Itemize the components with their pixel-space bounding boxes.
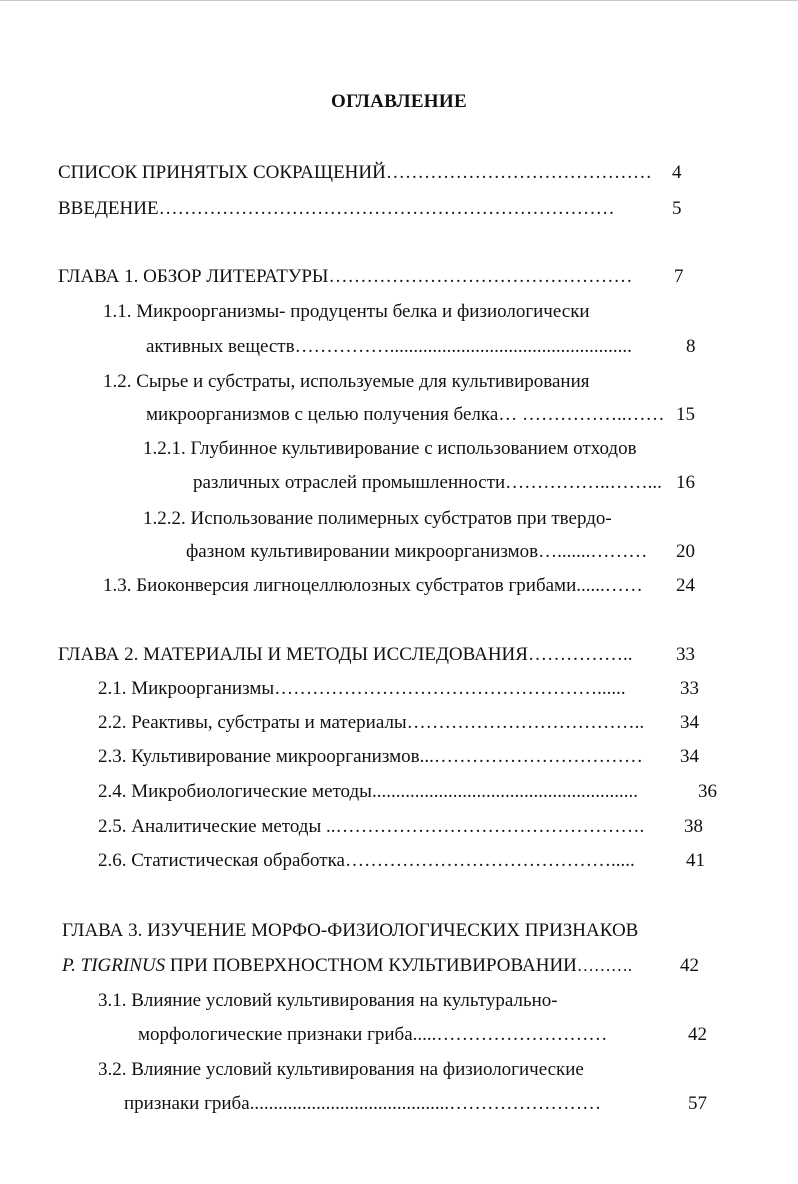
species-name: P. TIGRINUS [62, 955, 166, 976]
toc-entry [58, 161, 652, 185]
toc-page-number: 16 [676, 472, 695, 493]
toc-entry-text: 2.5. Аналитические методы ..…………………………………………. [98, 816, 645, 837]
toc-entry-text: 1.2.2. Использование полимерных субстратов при твердо- [143, 508, 612, 529]
toc-page-number: 34 [680, 746, 699, 767]
toc-entry-text: активных веществ……………................................................... [146, 336, 632, 357]
toc-entry [103, 370, 590, 394]
toc-entry-text: ГЛАВА 1. ОБЗОР ЛИТЕРАТУРЫ………………………………………… [58, 266, 633, 287]
toc-entry [98, 1058, 584, 1082]
toc-entry-continuation [138, 1023, 607, 1047]
toc-page-number: 33 [676, 644, 695, 665]
toc-entry-continuation [186, 540, 647, 564]
toc-page-number: 15 [676, 404, 695, 425]
toc-page-number: 36 [698, 781, 717, 802]
toc-entry [143, 507, 612, 531]
toc-page-number: 38 [684, 816, 703, 837]
toc-entry-continuation [146, 335, 632, 359]
toc-page-number: 57 [688, 1093, 707, 1114]
toc-page-number: 24 [676, 575, 695, 596]
toc-entry-text: 2.4. Микробиологические методы........................................................ [98, 781, 638, 802]
toc-entry-text: 3.1. Влияние условий культивирования на культурально- [98, 990, 558, 1011]
toc-entry-text: 2.3. Культивирование микроорганизмов...…………………………… [98, 746, 643, 767]
toc-page-number: 34 [680, 712, 699, 733]
toc-entry-continuation [124, 1092, 601, 1116]
toc-entry [98, 745, 643, 769]
toc-entry [98, 989, 558, 1013]
toc-entry-text: 3.2. Влияние условий культивирования на физиологические [98, 1059, 584, 1080]
toc-chapter-heading [62, 919, 638, 943]
toc-entry-text: 1.3. Биоконверсия лигноцеллюлозных субстратов грибами......…… [103, 575, 643, 596]
toc-page-number: 5 [672, 198, 682, 219]
toc-entry [143, 437, 637, 461]
toc-entry [58, 197, 615, 221]
toc-entry-text: 1.2. Сырье и субстраты, используемые для культивирования [103, 371, 590, 392]
toc-entry [98, 849, 635, 873]
toc-entry [98, 815, 644, 839]
toc-page-number: 20 [676, 541, 695, 562]
toc-entry-text: 2.6. Статистическая обработка……………………………………..... [98, 850, 635, 871]
toc-entry-continuation [193, 471, 662, 495]
toc-page-number: 7 [674, 266, 684, 287]
toc-entry-text: 2.2. Реактивы, субстраты и материалы……………………………….. [98, 712, 645, 733]
toc-entry-text: СПИСОК ПРИНЯТЫХ СОКРАЩЕНИЙ…………………………………… [58, 162, 652, 183]
toc-entry-text: 1.2.1. Глубинное культивирование с использованием отходов [143, 438, 637, 459]
toc-page-number: 42 [680, 955, 699, 976]
toc-page-number: 42 [688, 1024, 707, 1045]
toc-chapter-heading [58, 265, 633, 289]
toc-page-number: 33 [680, 678, 699, 699]
toc-leader-dots: ………. [576, 956, 633, 975]
toc-chapter-heading [58, 643, 632, 667]
toc-entry-text: ГЛАВА 2. МАТЕРИАЛЫ И МЕТОДЫ ИССЛЕДОВАНИЯ…………….. [58, 644, 633, 665]
toc-entry-continuation [146, 403, 665, 427]
toc-entry-text: 2.1. Микроорганизмы……………………………………………...... [98, 678, 626, 699]
toc-entry-text: морфологические признаки гриба.....……………………… [138, 1024, 608, 1045]
toc-entry [103, 574, 643, 598]
toc-page-number: 4 [672, 162, 682, 183]
toc-entry-text: 1.1. Микроорганизмы- продуценты белка и физиологически [103, 301, 590, 322]
toc-entry-text: микроорганизмов с целью получения белка… ……………..…… [146, 404, 665, 425]
toc-chapter-heading-continuation [62, 954, 632, 978]
toc-entry [98, 711, 644, 735]
toc-entry [103, 300, 590, 324]
toc-page-number: 8 [686, 336, 696, 357]
toc-entry-text: ПРИ ПОВЕРХНОСТНОМ КУЛЬТИВИРОВАНИИ [165, 955, 577, 976]
toc-entry [98, 677, 626, 701]
toc-entry-text: признаки гриба..........................................…………………… [124, 1093, 602, 1114]
toc-entry-text: фазном культивировании микроорганизмов….......……… [186, 541, 648, 562]
toc-entry [98, 780, 638, 804]
toc-page-number: 41 [686, 850, 705, 871]
toc-entry-text: ВВЕДЕНИЕ……………………………………………………………… [58, 198, 615, 219]
toc-entry-text: различных отраслей промышленности……………..……... [193, 472, 662, 493]
page-title: ОГЛАВЛЕНИЕ [331, 91, 467, 112]
toc-entry-text: ГЛАВА 3. ИЗУЧЕНИЕ МОРФО-ФИЗИОЛОГИЧЕСКИХ ПРИЗНАКОВ [62, 920, 639, 941]
